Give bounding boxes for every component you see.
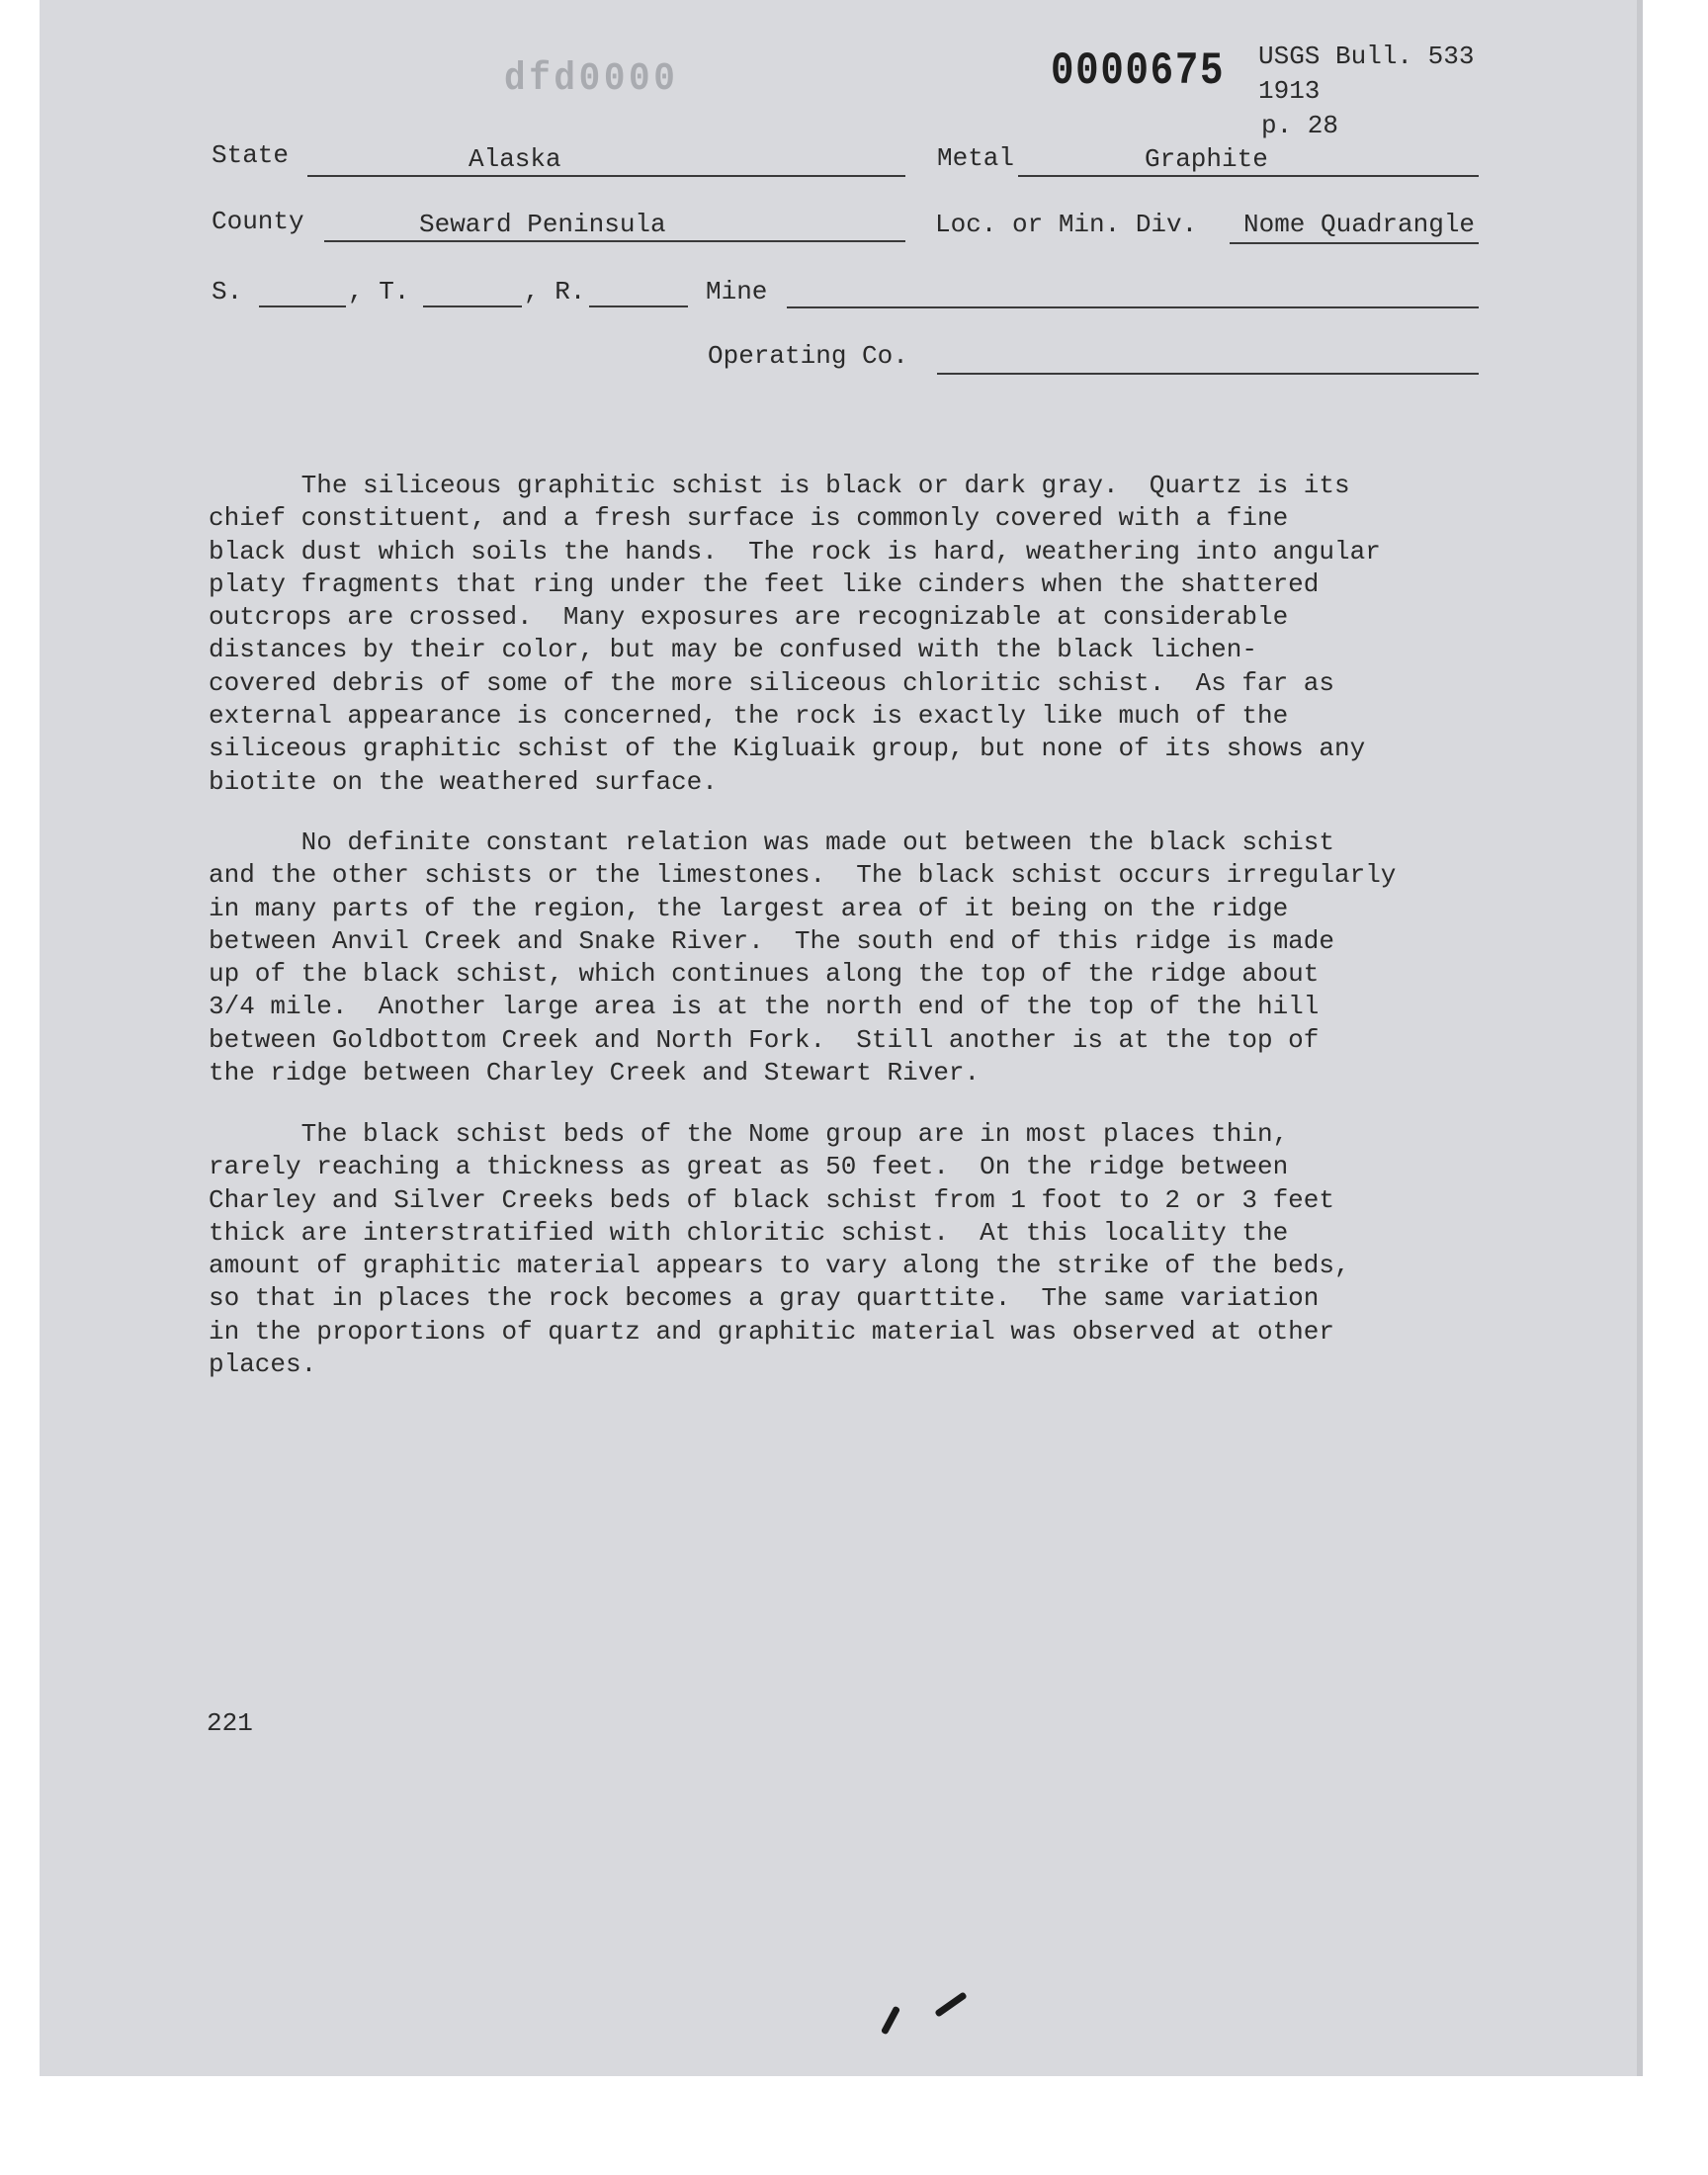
township-label: , T. [348,277,410,306]
document-number-stamp: 0000675 [1051,45,1226,97]
county-value: Seward Peninsula [419,210,666,239]
state-underline [307,175,905,177]
operating-co-underline [937,373,1479,375]
faint-stamp-number: dfd0000 [504,57,679,102]
citation-page: p. 28 [1261,111,1339,140]
citation-bulletin: USGS Bull. 533 [1258,42,1475,71]
operating-co-label: Operating Co. [708,341,908,371]
state-label: State [212,140,290,170]
county-underline [324,240,905,242]
state-value: Alaska [469,144,561,174]
county-label: County [212,207,304,236]
mine-label: Mine [706,277,768,306]
section-label: S. [212,277,243,306]
paragraph-2: No definite constant relation was made out between the black schist and the other schists or the limestones. The black schist occurs irregularly in many parts of the region, the largest area of it being on the ridge between Anvil Creek and Snake River. The south end of this ridge is made up of the black schist, which continues along the top of the ridge about 3/4 mile. Another large area is at the north end of the top of the hill between Goldbottom Creek and North Fork. Still another is at the top of the ridge between Charley Creek and Stewart River. [209,827,1397,1088]
paragraph-3: The black schist beds of the Nome group are in most places thin, rarely reaching a thickness as great as 50 feet. On the ridge between Charley and Silver Creeks beds of black schist from 1 foot to 2 or 3 feet thick are interstratified with chloritic schist. At this locality the amount of graphitic material appears to vary along the strike of the beds, so that in places the rock becomes a gray quarttite. The same variation in the proportions of quartz and graphitic material was observed at other places. [209,1119,1350,1380]
paragraph-1: The siliceous graphitic schist is black or dark gray. Quartz is its chief constituent, and a fresh surface is commonly covered with a fine black dust which soils the hands. The rock is hard, weathering into angular platy fragments that ring under the feet like cinders when the shattered outcrops are crossed. Many exposures are recognizable at considerable distances by their color, but may be confused with the black lichen- covered debris of some of the more siliceous chloritic schist. As far as external appearance is concerned, the rock is exactly like much of the siliceous graphitic schist of the Kigluaik group, but none of its shows any biotite on the weathered surface. [209,471,1381,797]
section-underline [259,305,346,307]
page-number: 221 [207,1708,253,1738]
range-label: , R. [524,277,586,306]
metal-label: Metal [937,143,1015,173]
mine-underline [787,306,1479,308]
loc-underline [1230,242,1479,244]
township-underline [423,305,522,307]
citation-year: 1913 [1258,76,1321,106]
range-underline [589,305,688,307]
metal-value: Graphite [1145,144,1268,174]
metal-underline [1018,175,1479,177]
loc-label: Loc. or Min. Div. [935,210,1198,239]
loc-value: Nome Quadrangle [1243,210,1476,239]
